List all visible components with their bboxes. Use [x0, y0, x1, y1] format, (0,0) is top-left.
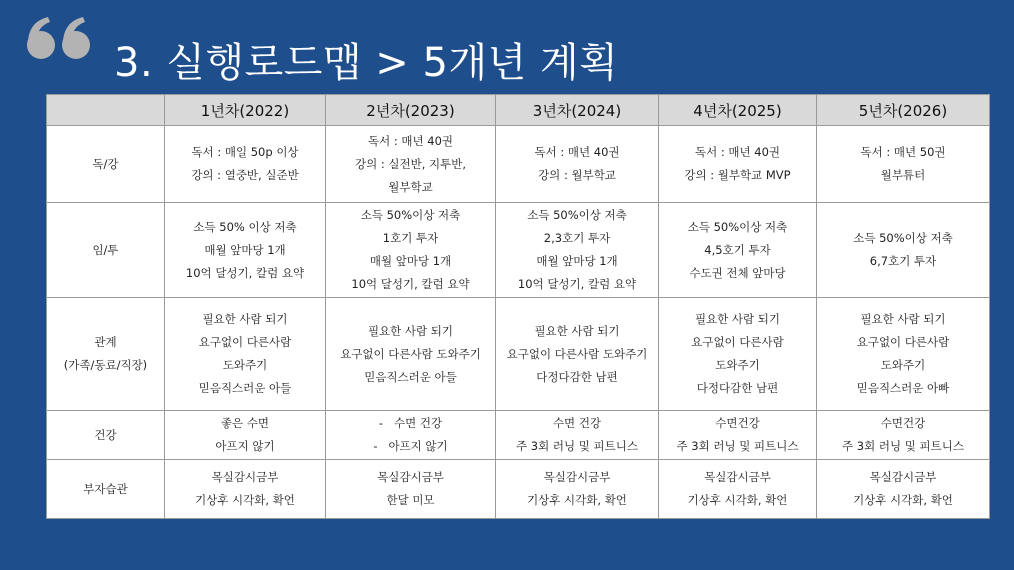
table-cell [659, 126, 817, 203]
cell-text-line: 다정다감한 남편 [536, 369, 618, 384]
cell-text-line: 믿음직스러운 아빠 [856, 381, 950, 395]
table-cell [326, 460, 496, 519]
column-header-year-4: 4년차(2025) [659, 95, 817, 126]
row-header-reading-lecture [47, 126, 165, 203]
cell-text-line: 독서 : 매년 40권 [367, 133, 454, 148]
table-row [47, 126, 990, 203]
table-cell [165, 460, 326, 519]
cell-text-line: 매월 앞마당 1개 [204, 242, 286, 257]
cell-text-line: 도와주기 [880, 358, 926, 372]
cell-text-line: 필요한 사람 되기 [367, 323, 454, 338]
page-title: 3. 실행로드맵 > 5개년 계획 [114, 39, 619, 86]
cell-text-line: 기상후 시각화, 확언 [687, 493, 788, 507]
cell-text-line: 목실감시금부 [704, 470, 771, 484]
table-row [47, 298, 990, 411]
cell-text-line: 아프지 않기 [215, 439, 275, 453]
cell-text-line: 요구없이 다른사람 [856, 335, 950, 349]
cell-text-line: 요구없이 다른사람 [691, 335, 784, 349]
header-corner-cell [47, 95, 165, 126]
table-cell [496, 126, 659, 203]
cell-text-line: 좋은 수면 [220, 416, 270, 430]
table-cell [165, 203, 326, 298]
cell-text-line: 10억 달성기, 칼럼 요약 [351, 277, 470, 291]
cell-text-line: 다정다감한 남편 [696, 381, 779, 395]
cell-text-line: (가족/동료/직장) [63, 358, 148, 372]
cell-text-line: 독서 : 매년 40권 [534, 145, 620, 159]
cell-text-line: 도와주기 [715, 358, 760, 372]
cell-text-line: 6,7호기 투자 [869, 254, 937, 268]
cell-text-line: 요구없이 다른사람 [198, 335, 292, 349]
cell-text-line: 독서 : 매년 50권 [860, 145, 946, 159]
cell-text-line: 요구없이 다른사람 도와주기 [506, 346, 648, 361]
cell-text-line: 독서 : 매일 50p 이상 [191, 145, 299, 159]
cell-text-line: 목실감시금부 [869, 470, 937, 484]
cell-text-line: 강의 : 열중반, 실준반 [191, 168, 299, 182]
cell-text-line: 기상후 시각화, 확언 [527, 493, 627, 507]
cell-text-line: 소득 50%이상 저축 [687, 219, 788, 234]
table-cell [496, 203, 659, 298]
cell-text-line: 소득 50%이상 저축 [853, 231, 953, 245]
table-cell [326, 298, 496, 411]
table-cell [817, 298, 990, 411]
cell-text-line: 믿음직스러운 아들 [198, 381, 292, 395]
cell-text-line: 건강 [94, 427, 117, 442]
cell-text-line: 목실감시금부 [377, 470, 444, 484]
column-header-year-3: 3년차(2024) [496, 95, 659, 126]
row-header-investment [47, 203, 165, 298]
table-cell [817, 126, 990, 203]
row-header-health [47, 411, 165, 460]
table-cell [326, 126, 496, 203]
table-cell [496, 298, 659, 411]
cell-text-line: 2,3호기 투자 [543, 231, 611, 245]
cell-text-line: - 수면 건강 [378, 416, 443, 430]
table-cell [659, 411, 817, 460]
cell-text-line: 강의 : 월부학교 MVP [684, 168, 791, 182]
cell-text-line: 소득 50% 이상 저축 [193, 219, 297, 234]
cell-text-line: 필요한 사람 되기 [694, 312, 781, 326]
table-cell [165, 298, 326, 411]
table-row [47, 203, 990, 298]
row-header-rich-habits [47, 460, 165, 519]
column-header-year-5: 5년차(2026) [817, 95, 990, 126]
cell-text-line: 도와주기 [222, 358, 268, 372]
table-cell [817, 411, 990, 460]
cell-text-line: 월부학교 [388, 179, 433, 194]
cell-text-line: 소득 50%이상 저축 [360, 208, 461, 222]
column-header-year-2: 2년차(2023) [326, 95, 496, 126]
cell-text-line: 수면건강 [880, 416, 926, 430]
cell-text-line: 독/강 [92, 156, 119, 171]
cell-text-line: 필요한 사람 되기 [202, 312, 288, 326]
cell-text-line: 수도권 전체 앞마당 [689, 265, 786, 280]
cell-text-line: 수면 건강 [552, 416, 602, 430]
table-cell [659, 203, 817, 298]
cell-text-line: 수면건강 [715, 416, 760, 430]
cell-text-line: 주 3회 러닝 및 피트니스 [516, 439, 638, 453]
cell-text-line: 강의 : 실전반, 지투반, [354, 156, 467, 171]
cell-text-line: 필요한 사람 되기 [860, 312, 946, 326]
table-cell [326, 411, 496, 460]
row-header-relationships [47, 298, 165, 411]
table-cell [659, 298, 817, 411]
table-cell [496, 411, 659, 460]
cell-text-line: 필요한 사람 되기 [534, 323, 620, 338]
table-header-row [47, 95, 990, 126]
cell-text-line: 기상후 시각화, 확언 [195, 493, 295, 507]
column-header-year-1: 1년차(2022) [165, 95, 326, 126]
cell-text-line: 부자습관 [83, 481, 128, 496]
cell-text-line: 관계 [94, 335, 117, 349]
table-cell [165, 411, 326, 460]
quote-icon [24, 16, 94, 60]
cell-text-line: 소득 50%이상 저축 [527, 208, 627, 222]
roadmap-table [46, 94, 990, 519]
cell-text-line: 요구없이 다른사람 도와주기 [340, 346, 481, 361]
cell-text-line: 독서 : 매년 40권 [694, 145, 781, 159]
cell-text-line: 한달 미모 [386, 493, 435, 507]
cell-text-line: - 아프지 않기 [373, 439, 448, 453]
table-row [47, 411, 990, 460]
table-cell [496, 460, 659, 519]
cell-text-line: 강의 : 월부학교 [538, 168, 616, 182]
cell-text-line: 10억 달성기, 칼럼 요약 [517, 277, 637, 291]
cell-text-line: 10억 달성기, 칼럼 요약 [185, 265, 305, 280]
cell-text-line: 매월 앞마당 1개 [369, 254, 452, 268]
cell-text-line: 월부튜터 [880, 168, 926, 182]
cell-text-line: 임/투 [92, 242, 119, 257]
cell-text-line: 기상후 시각화, 확언 [853, 493, 953, 507]
table-cell [165, 126, 326, 203]
cell-text-line: 목실감시금부 [211, 470, 279, 484]
table-cell [659, 460, 817, 519]
table-cell [326, 203, 496, 298]
cell-text-line: 목실감시금부 [543, 470, 611, 484]
cell-text-line: 매월 앞마당 1개 [536, 254, 618, 268]
cell-text-line: 주 3회 러닝 및 피트니스 [842, 439, 964, 453]
cell-text-line: 주 3회 러닝 및 피트니스 [676, 439, 799, 453]
cell-text-line: 1호기 투자 [382, 231, 439, 245]
cell-text-line: 믿음직스러운 아들 [364, 369, 457, 384]
table-cell [817, 203, 990, 298]
table-cell [817, 460, 990, 519]
cell-text-line: 4,5호기 투자 [704, 242, 771, 257]
table-row [47, 460, 990, 519]
